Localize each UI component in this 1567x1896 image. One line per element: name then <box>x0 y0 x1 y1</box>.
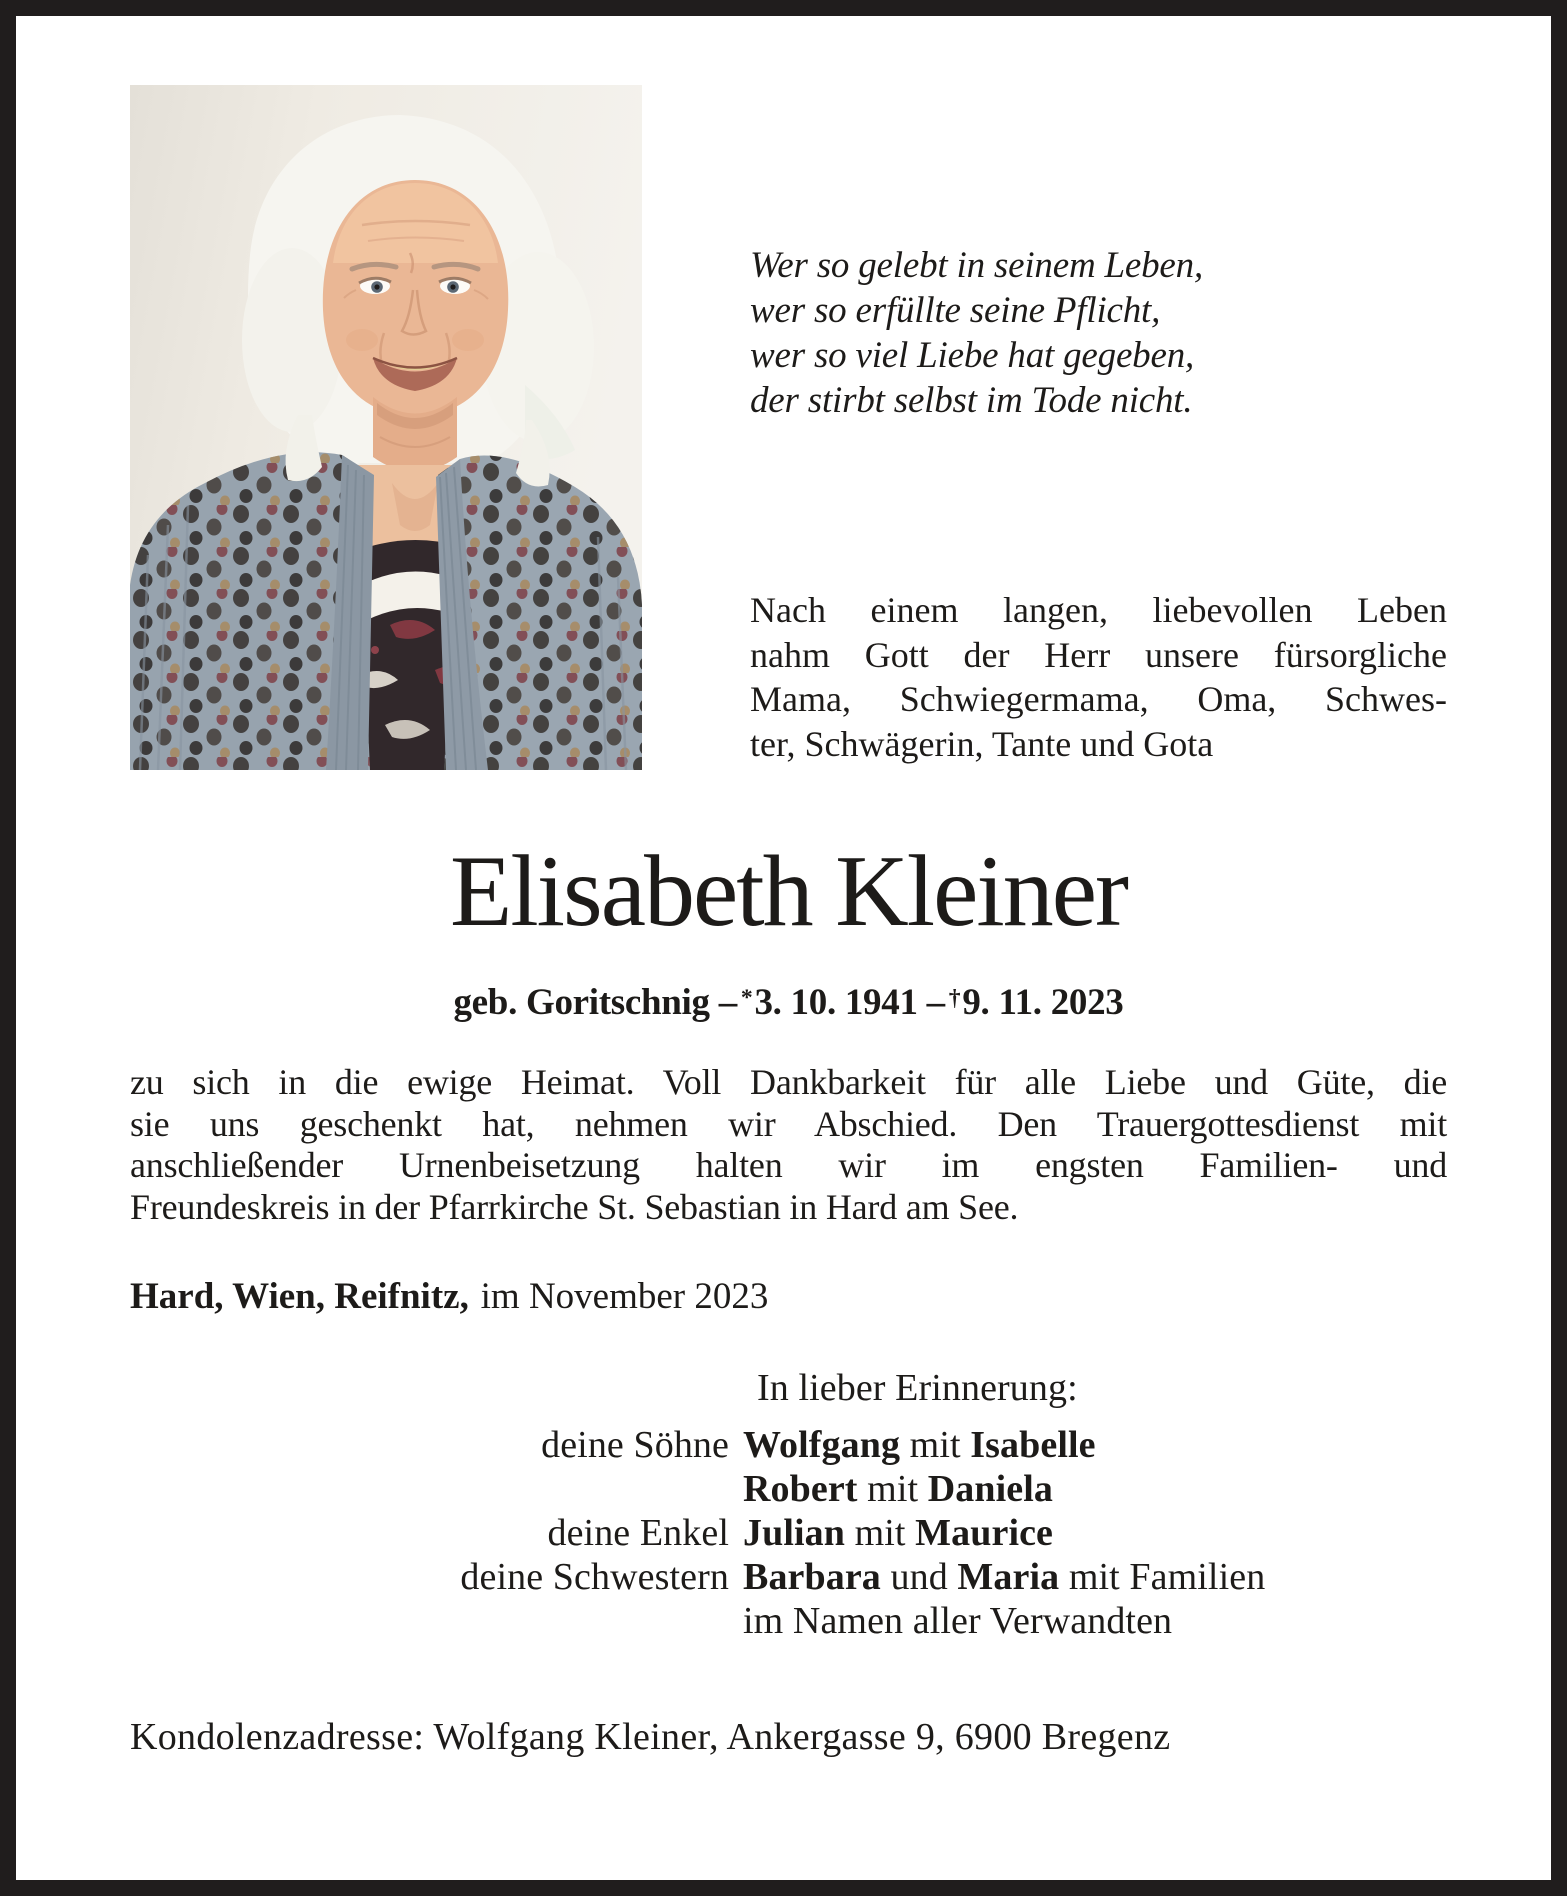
connector-text: im Namen aller Verwandten <box>743 1600 1173 1642</box>
relation-label: deine Enkel <box>547 1512 729 1554</box>
relation-label <box>130 1599 743 1643</box>
text-line: sie uns geschenkt hat, nehmen wir Abschied. Den Trauergottesdienst mit <box>130 1103 1447 1144</box>
relative-name: Robert <box>743 1468 858 1510</box>
remembrance-title: In lieber Erinnerung: <box>757 1367 1078 1409</box>
text-line: anschließender Urnenbeisetzung halten wir im engsten Familien- und <box>130 1145 1447 1185</box>
deceased-name: Elisabeth Kleiner <box>450 835 1127 948</box>
text-line: Nach einem langen, liebevollen Leben <box>750 590 1447 630</box>
text-line: Mama, Schwiegermama, Oma, Schwes- <box>750 679 1447 719</box>
relative-name: Julian <box>743 1512 845 1554</box>
relative-names <box>743 1467 1447 1511</box>
text-line: wer so erfüllte seine Pflicht, <box>750 290 1161 331</box>
connector-text: mit <box>857 1468 928 1510</box>
text-line: ter, Schwägerin, Tante und Gota <box>750 723 1214 764</box>
relative-names <box>743 1423 1447 1467</box>
relative-name: Barbara <box>743 1556 881 1598</box>
remembrance-row <box>130 1511 1447 1555</box>
text-line: nahm Gott der Herr unsere fürsorgliche <box>750 634 1447 675</box>
death-cross-symbol: † <box>948 985 961 1011</box>
connector-text: mit Familien <box>1059 1556 1266 1598</box>
birth-name: geb. Goritschnig <box>453 981 710 1023</box>
text-line: wer so viel Liebe hat gegeben, <box>750 335 1195 376</box>
birth-death-line <box>130 974 1447 1027</box>
remembrance-row <box>130 1555 1447 1599</box>
remembrance-row <box>130 1467 1447 1511</box>
dash-separator: – <box>926 981 945 1023</box>
text-line: zu sich in die ewige Heimat. Voll Dankbarkeit für alle Liebe und Güte, die <box>130 1062 1447 1102</box>
intro-paragraph <box>750 588 1447 766</box>
relative-name: Daniela <box>927 1468 1054 1510</box>
birth-star-symbol: * <box>740 985 753 1011</box>
death-date: 9. 11. 2023 <box>962 981 1124 1023</box>
remembrance-section <box>130 1366 1447 1643</box>
dateline <box>130 1274 768 1320</box>
dateline-places: Hard, Wien, Reifnitz, <box>130 1276 469 1317</box>
portrait-photo-illustration <box>130 85 642 770</box>
relative-name: Isabelle <box>970 1424 1096 1466</box>
dash-separator: – <box>718 981 737 1023</box>
main-paragraph <box>130 1062 1447 1228</box>
relative-name: Maria <box>957 1556 1060 1598</box>
remembrance-row <box>130 1599 1447 1643</box>
text-line: Wer so gelebt in seinem Leben, <box>750 245 1203 286</box>
relative-name: Wolfgang <box>743 1424 901 1466</box>
connector-text: und <box>880 1556 958 1598</box>
relative-names <box>743 1599 1447 1643</box>
birth-date: 3. 10. 1941 <box>754 981 918 1023</box>
connector-text: mit <box>900 1424 971 1466</box>
memorial-poem <box>750 243 1203 423</box>
relation-label: deine Söhne <box>541 1424 729 1466</box>
relation-label <box>130 1467 743 1511</box>
condolence-address: Kondolenzadresse: Wolfgang Kleiner, Ankergasse 9, 6900 Bregenz <box>130 1716 1171 1758</box>
text-line: Freundeskreis in der Pfarrkirche St. Sebastian in Hard am See. <box>130 1186 1019 1227</box>
text-line: der stirbt selbst im Tode nicht. <box>750 380 1193 421</box>
relative-name: Maurice <box>915 1512 1054 1554</box>
remembrance-rows <box>130 1423 1447 1643</box>
connector-text: mit <box>844 1512 916 1554</box>
relative-names <box>743 1555 1447 1599</box>
portrait-photo <box>130 85 642 770</box>
remembrance-row <box>130 1423 1447 1467</box>
relation-label: deine Schwestern <box>460 1556 729 1598</box>
dateline-date: im November 2023 <box>480 1276 769 1317</box>
relative-names <box>743 1511 1447 1555</box>
